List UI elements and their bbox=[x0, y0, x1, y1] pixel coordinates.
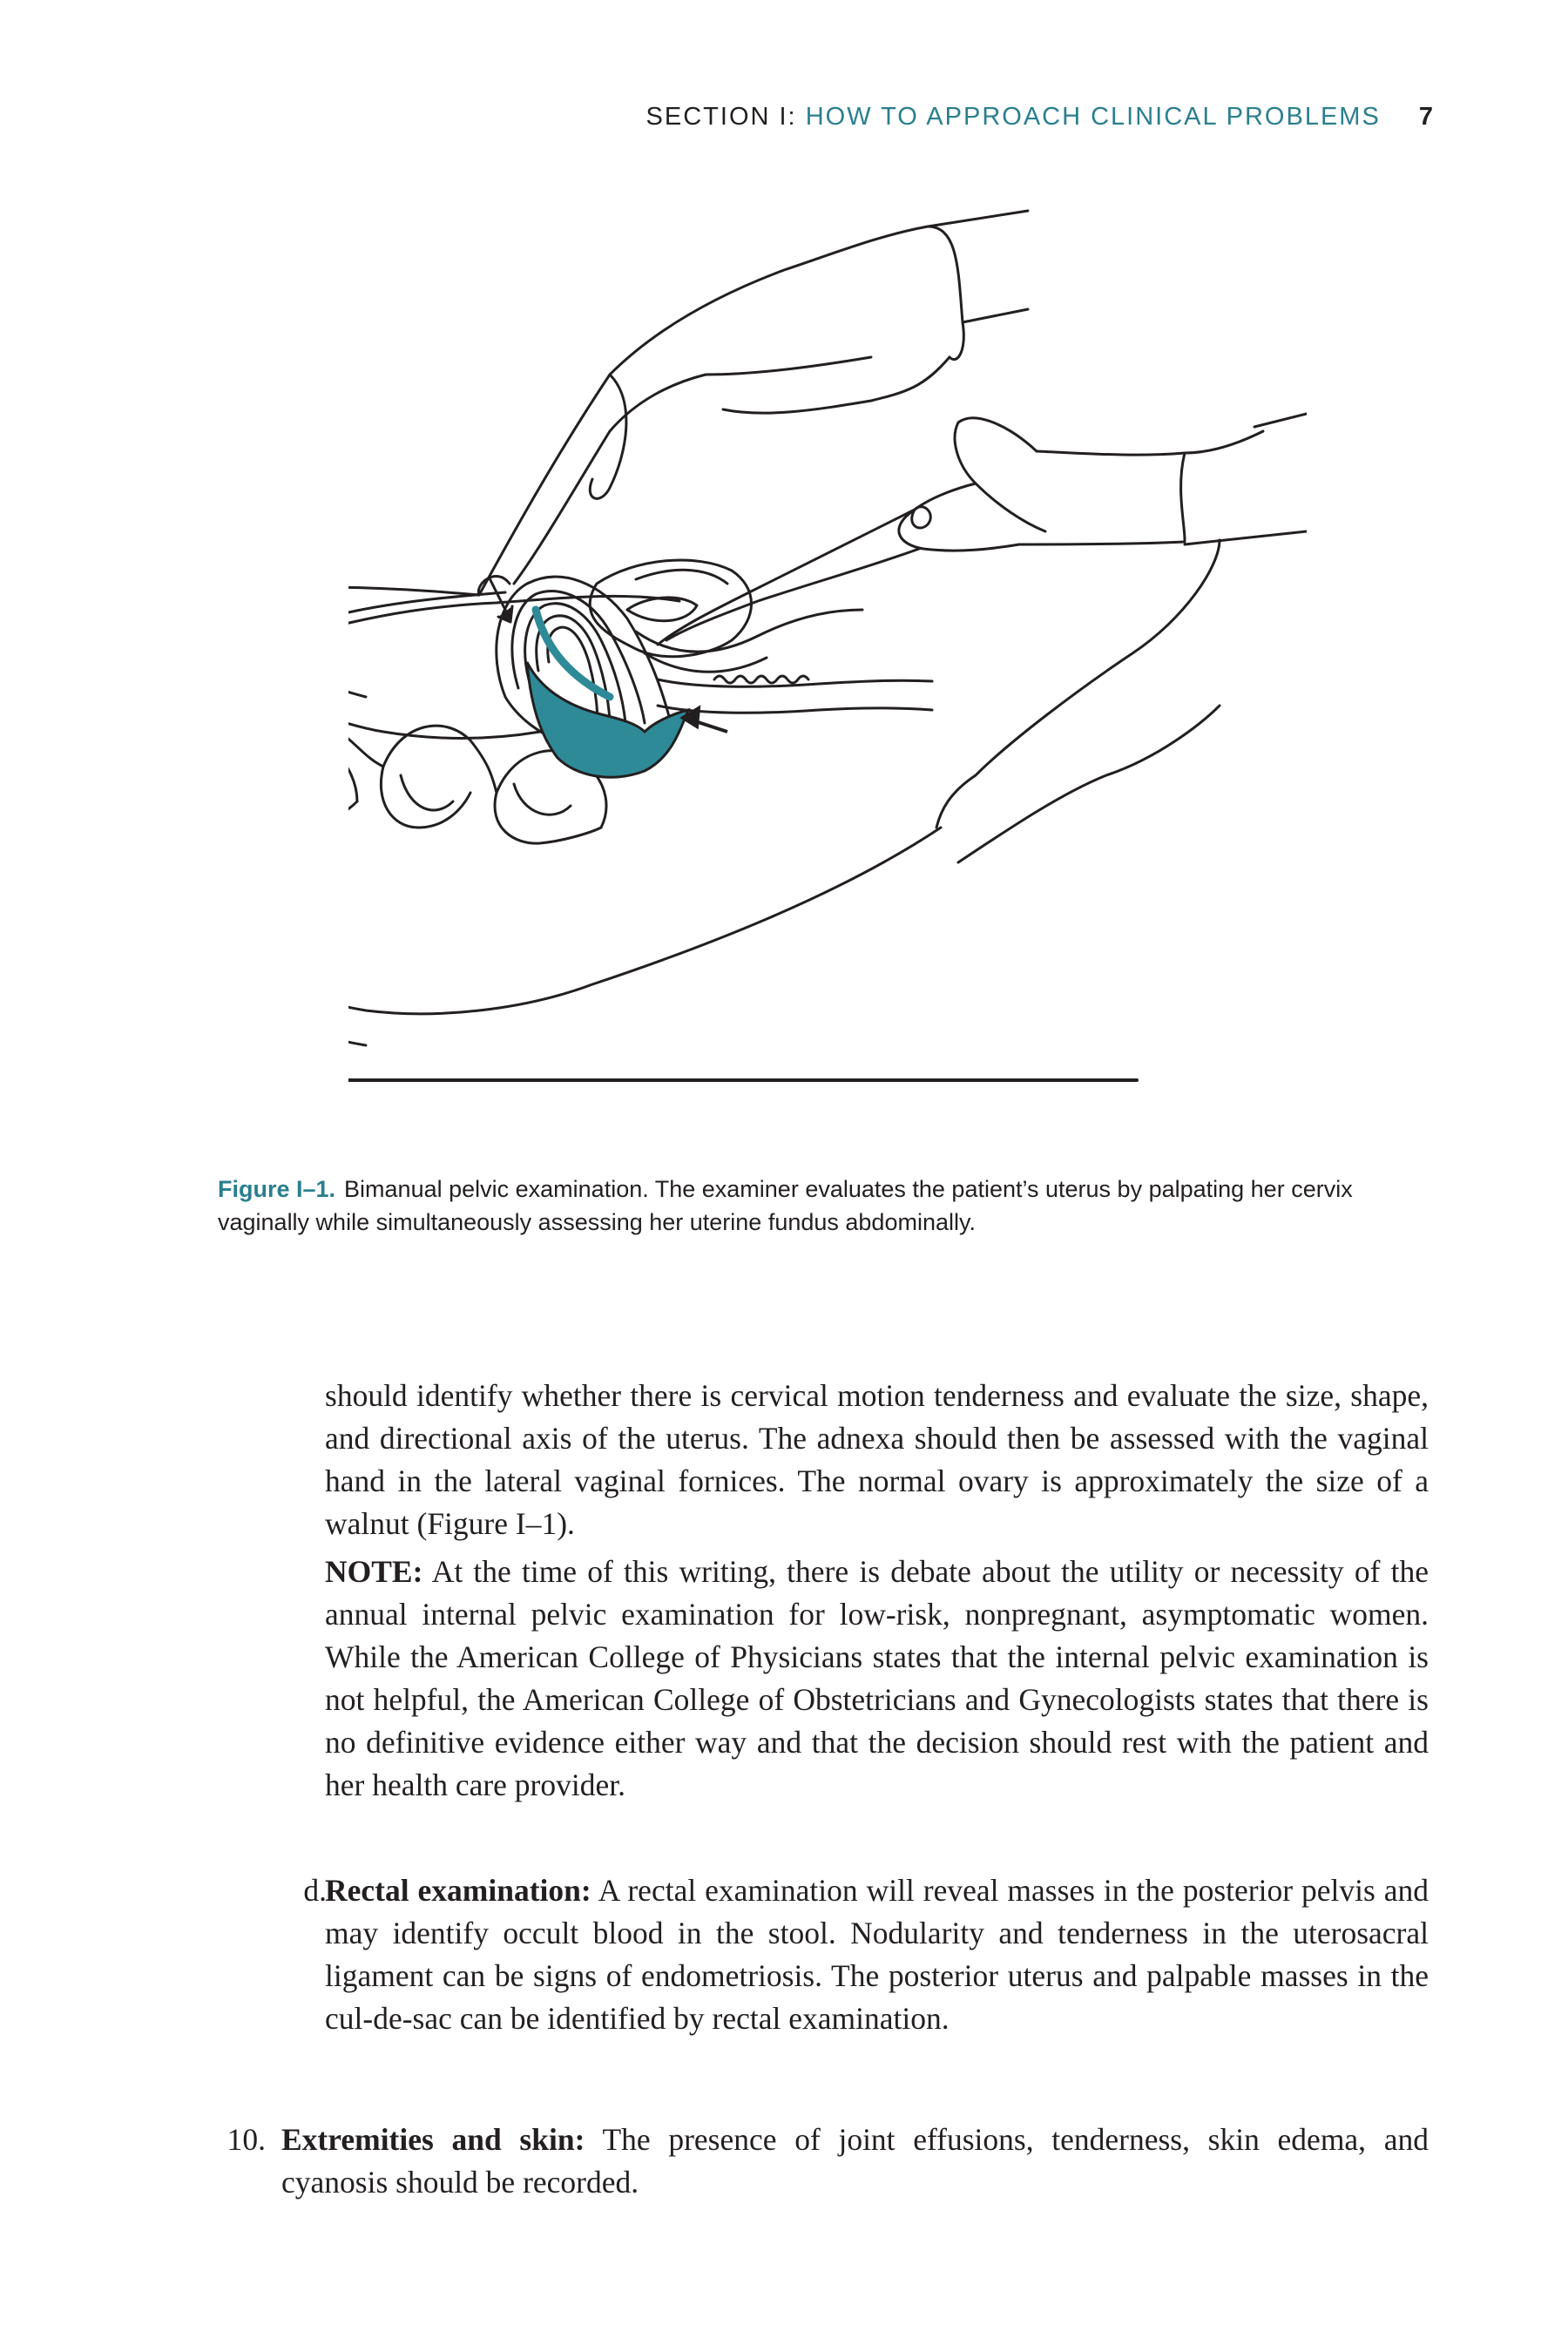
pelvic-exam-illustration bbox=[348, 200, 1307, 1159]
paragraph-cervical-motion: should identify whether there is cervical motion tenderness and evaluate the size, shape, and directional axis of the uterus. The adnexa should then be assessed with the vaginal hand in the lateral vaginal fornices. The normal ovary is approximately the size of a walnut (Figure I–1). bbox=[325, 1378, 1429, 1541]
figure-label: Figure I–1. bbox=[218, 1176, 336, 1202]
extremities-text: The presence of joint effusions, tenderness, skin edema, and cyanosis should be recorded. bbox=[281, 2122, 1429, 2200]
figure-caption-text: Bimanual pelvic examination. The examiner evaluates the patient’s uterus by palpating her cervix vaginally while simultaneously assessing her uterine fundus abdominally. bbox=[218, 1176, 1353, 1235]
list-item-extremities bbox=[226, 2119, 1429, 2204]
running-head bbox=[646, 103, 1433, 132]
extremities-term: Extremities and skin: bbox=[281, 2122, 585, 2157]
rectal-exam-text: A rectal examination will reveal masses in the posterior pelvis and may identify occult blood in the stool. Nodularity and tenderness in the uterosacral ligament can be signs of endometriosis. The posterior uterus and palpable masses in the cul-de-sac can be identified by rectal examination. bbox=[325, 1873, 1429, 2036]
note-text: At the time of this writing, there is debate about the utility or necessity of the annual internal pelvic examination for low-risk, nonpregnant, asymptomatic women. While the American College of Physicians states that the internal pelvic examination is not helpful, the American College of Obstetricians and Gynecologists states that there is no definitive evidence either way and that the decision should rest with the patient and her health care provider. bbox=[325, 1554, 1429, 1802]
page-number: 7 bbox=[1418, 103, 1433, 131]
pelvic-exam-figure bbox=[348, 200, 1307, 1159]
section-prefix: SECTION I: bbox=[645, 103, 797, 131]
list-item-rectal-exam bbox=[303, 1869, 1429, 2040]
section-title: HOW TO APPROACH CLINICAL PROBLEMS bbox=[805, 103, 1381, 131]
cervix-highlight bbox=[527, 662, 688, 777]
list-marker-10: 10. bbox=[226, 2122, 266, 2157]
note-label: NOTE: bbox=[325, 1554, 423, 1589]
rectal-exam-term: Rectal examination: bbox=[325, 1873, 591, 1908]
paragraph-note bbox=[325, 1551, 1429, 1807]
figure-caption bbox=[218, 1173, 1420, 1239]
list-marker-d: d. bbox=[303, 1873, 327, 1908]
